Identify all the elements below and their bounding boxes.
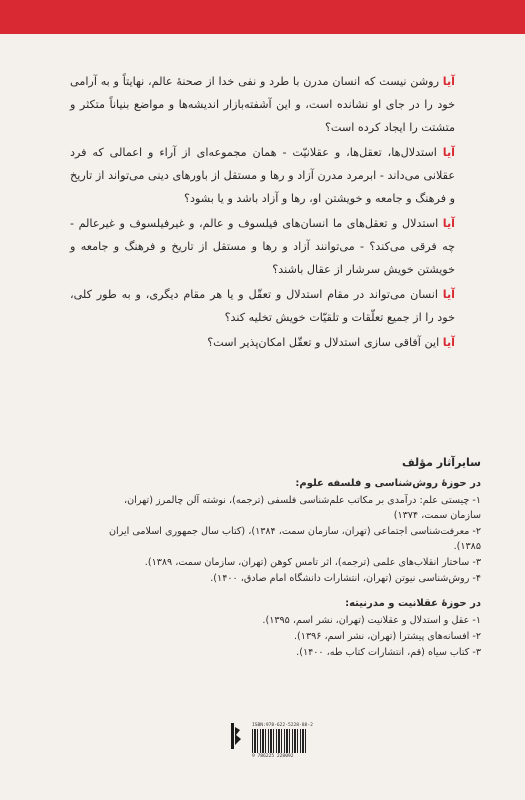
list-item: ۴- روش‌شناسی نیوتن (تهران، انتشارات دانشگاه امام صادق، ۱۴۰۰). [210,573,481,584]
list-item: ۳- ساختار انقلاب‌های علمی (ترجمه)، اثر تامس کوهن (تهران، سازمان سمت، ۱۳۸۹). [144,557,481,568]
barcode-bars [252,729,308,753]
blurb-paragraph [70,283,455,329]
blurb-paragraph [70,331,455,354]
paragraph-lead: آیا [442,217,455,230]
blurb-text [70,70,455,356]
section-title: در حوزهٔ عقلانیت و مدرنیته: [345,598,481,609]
paragraph-text: استدلال‌ها، تعقل‌ها، و عقلانیّت - همان مجموعه‌ای از آراء و اعمالی که فرد عقلانی می‌داند - ابرمرد مدرن آزاد و رها و مستقل از باورهای دینی می‌تواند از تاریخ و فرهنگ و جامعه و خویشتن او، رها و آزاد باشد و یا بشود؟ [70,146,455,205]
paragraph-text: روشن نیست که انسان مدرن با طرد و نفی خدا از صحنهٔ عالم، نهایتاً و به آرامی خود را در جای او نشانده است، و این آشفته‌بازار اندیشه‌ها و مواضع بنیاناً متکثر و متشتت را ایجاد کرده است؟ [70,75,455,134]
paragraph-lead: آیا [442,336,455,349]
paragraph-text: انسان می‌تواند در مقام استدلال و تعقّل و یا هر مقام دیگری، و به طور کلی، خود را از جمیع تعلّقات و تلقیّات خویش تخلیه کند؟ [70,288,455,324]
paragraph-text: این آفاقی سازی استدلال و تعقّل امکان‌پذیر است؟ [207,336,443,349]
blurb-paragraph [70,70,455,139]
list-item: ۲- افسانه‌های پیشترا (تهران، نشر اسم، ۱۳۹۶). [294,631,481,642]
list-item: ۲- معرفت‌شناسی اجتماعی (تهران، سازمان سمت، ۱۳۸۴)، (کتاب سال جمهوری اسلامی ایران ۱۳۸۵). [108,526,481,552]
blurb-paragraph [70,141,455,210]
publisher-logo-icon [230,721,242,751]
other-works [96,455,481,670]
section-title: در حوزهٔ روش‌شناسی و فلسفه علوم: [295,478,481,489]
paragraph-lead: آیا [442,75,455,88]
top-red-band [0,0,525,34]
list-item: ۱- عقل و استدلال و عقلانیت (تهران، نشر اسم، ۱۳۹۵). [262,615,481,626]
isbn-text: ISBN:978-622-5228-88-2 [252,723,313,728]
list-item: ۳- کتاب سیاه (قم، انتشارات کتاب طه، ۱۴۰۰). [296,647,481,658]
paragraph-lead: آیا [442,288,455,301]
blurb-paragraph [70,212,455,281]
list-item: ۱- چیستی علم: درآمدی بر مکاتب علم‌شناسی فلسفی (ترجمه)، نوشته آلن چالمرز (تهران، سازمان سمت، ۱۳۷۴) [124,495,481,521]
works-list [96,613,481,660]
paragraph-text: استدلال و تعقل‌های ما انسان‌های فیلسوف و عالم، و غیرفیلسوف و غیرعالم - چه فرقی می‌کند؟ - می‌توانند آزاد و رها و مستقل از تاریخ و فرهنگ و جامعه و خویشتن خویش سرشار از عقال باشند؟ [70,217,455,276]
other-works-title: سایرآثار مؤلف [401,456,481,469]
works-list [96,493,481,586]
paragraph-lead: آیا [442,146,455,159]
barcode-digits: 9 786225 228092 [252,754,294,759]
